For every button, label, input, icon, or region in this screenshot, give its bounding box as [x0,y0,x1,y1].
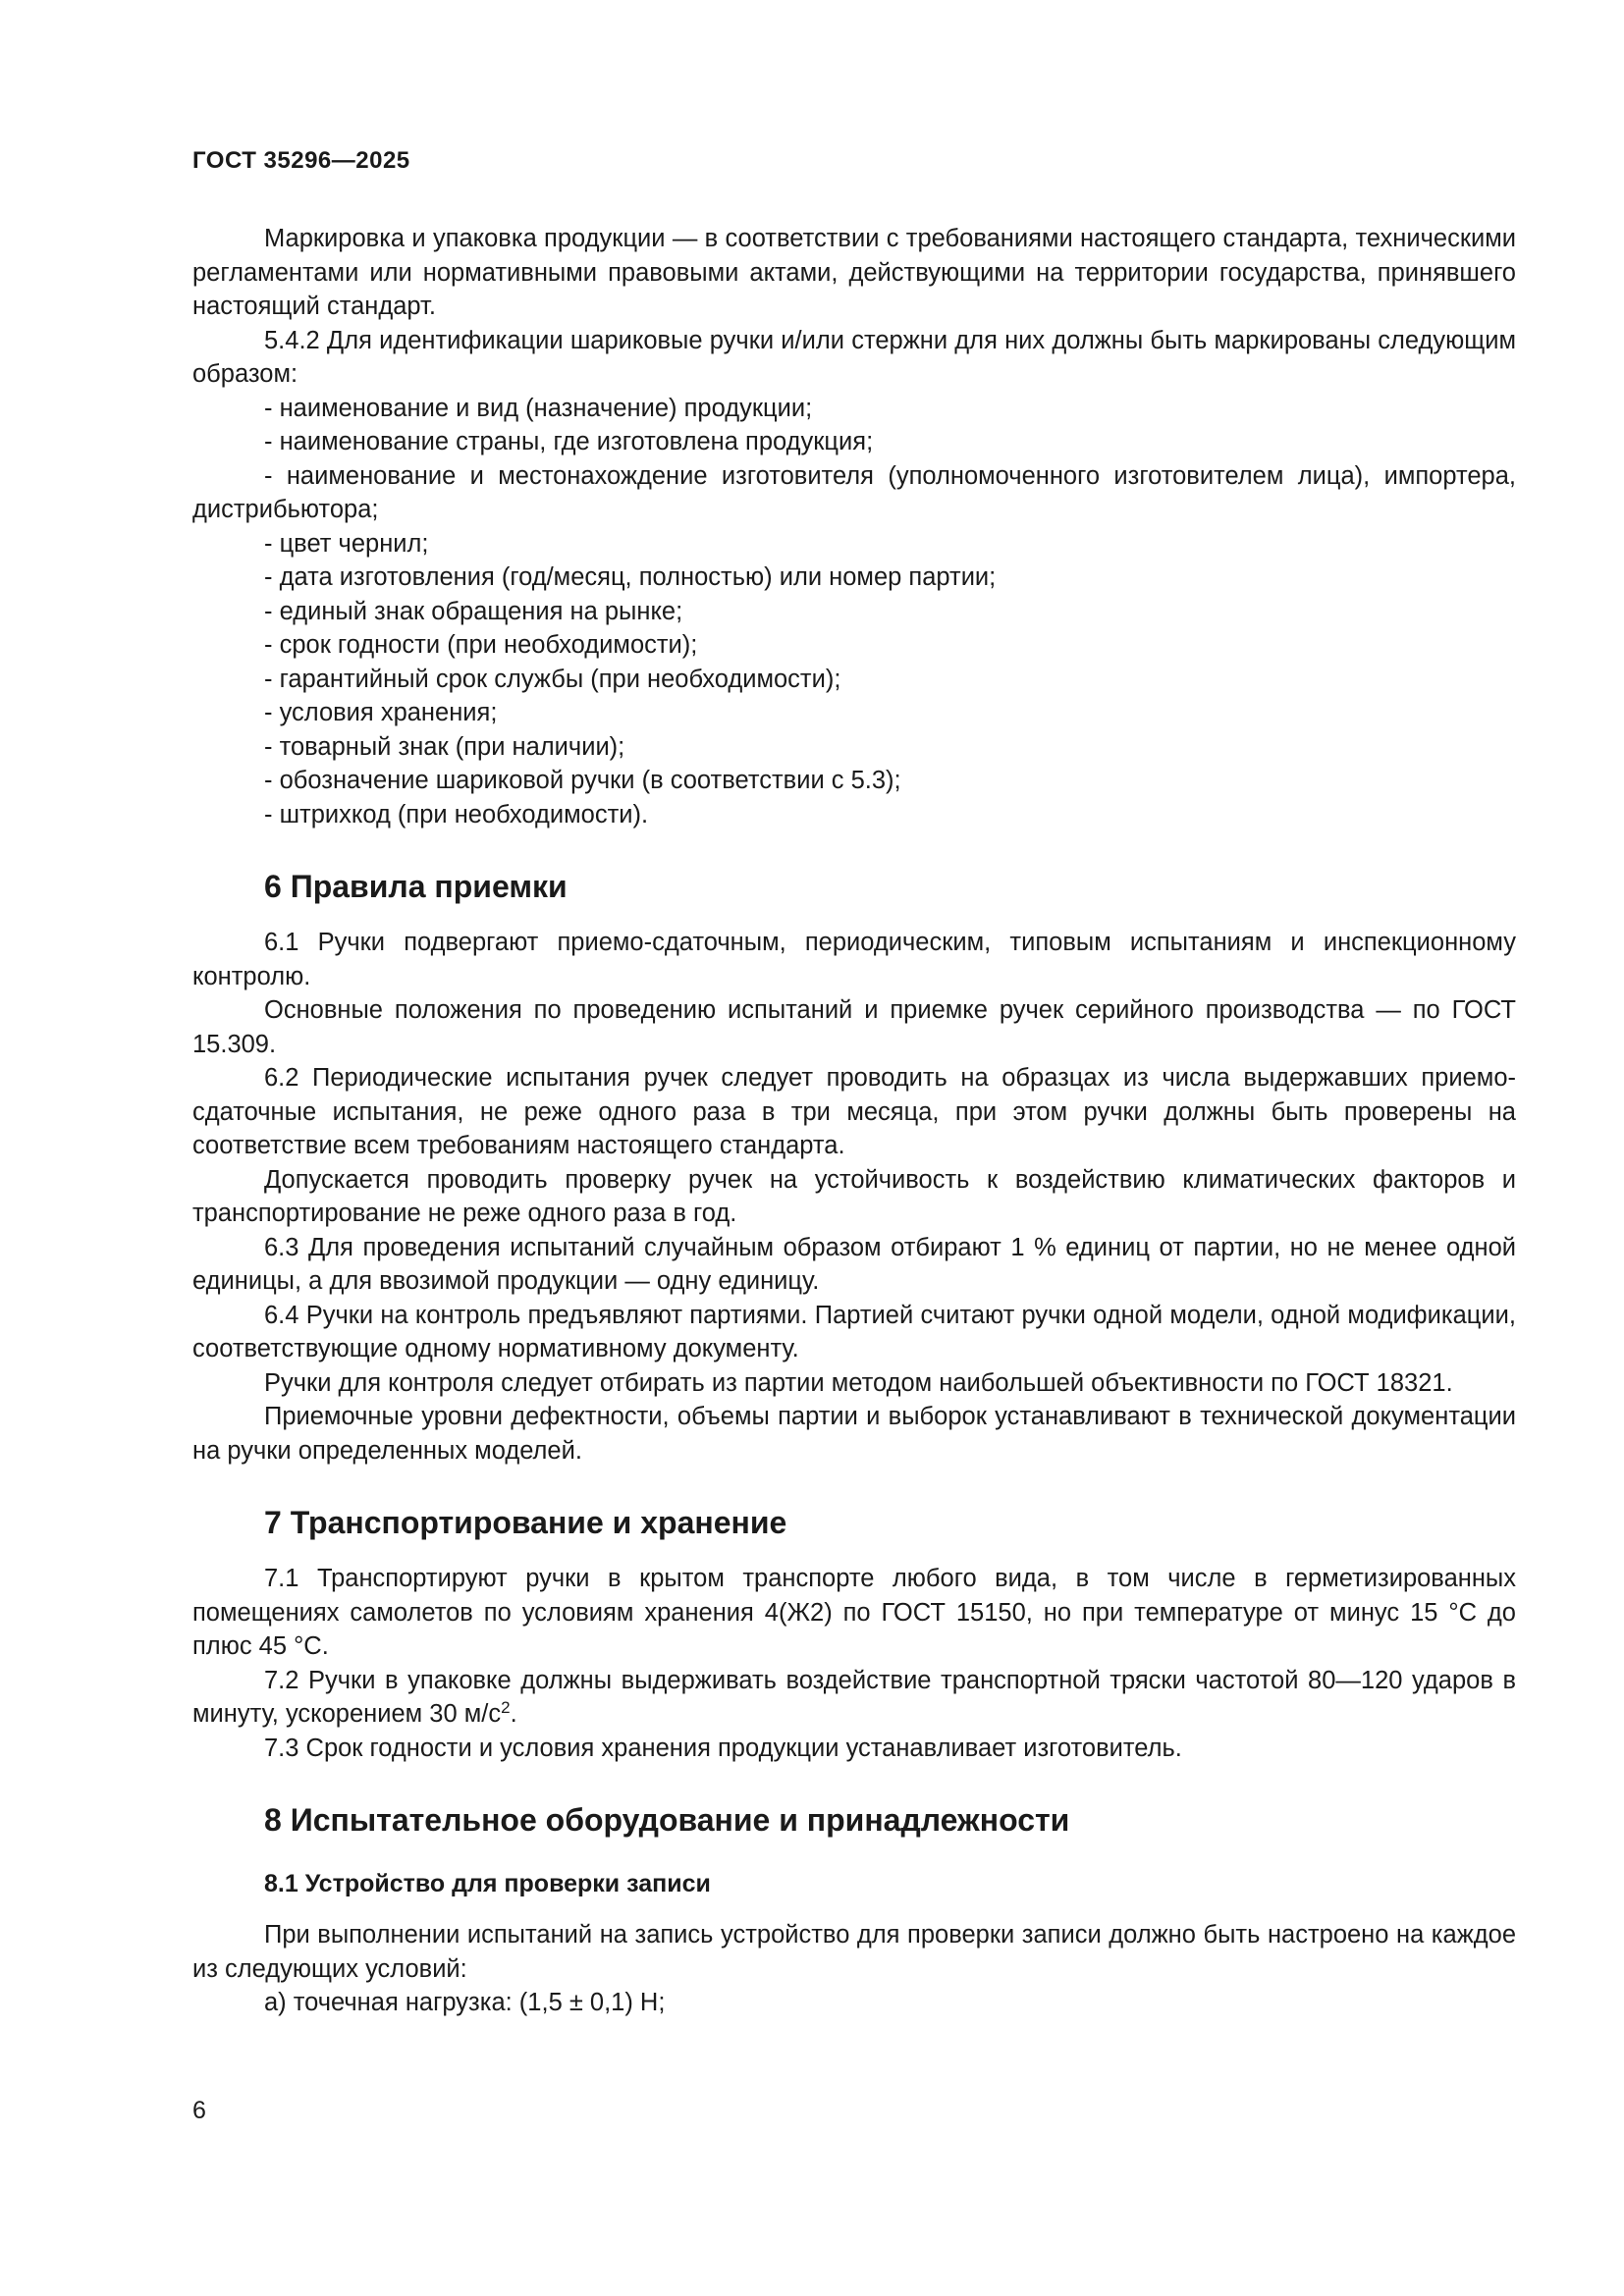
list-item: - гарантийный срок службы (при необходимости); [264,665,841,693]
list-item: - обозначение шариковой ручки (в соответствии с 5.3); [264,767,901,794]
paragraph-marking: Маркировка и упаковка продукции — в соответствии с требованиями настоящего стандарта, техническими регламентами или нормативными правовыми актами, действующими на территории государства, принявшего настоящий стандарт. [192,225,1516,320]
paragraph-5-4-2: 5.4.2 Для идентификации шариковые ручки и/или стержни для них должны быть маркированы следующим образом: [192,326,1516,388]
document-header: ГОСТ 35296—2025 [192,147,410,174]
subsection-heading-8-1: 8.1 Устройство для проверки записи [264,1870,711,1897]
paragraph-6-1-cont: Основные положения по проведению испытаний и приемке ручек серийного производства — по ГОСТ 15.309. [192,996,1516,1058]
paragraph-7-1: 7.1 Транспортируют ручки в крытом транспорте любого вида, в том числе в герметизированных помещениях самолетов по условиям хранения 4(Ж2) по ГОСТ 15150, но при температуре от минус 15 °С до плюс 45 °С. [192,1565,1516,1660]
section-heading-8: 8 Испытательное оборудование и принадлежности [264,1802,1070,1838]
paragraph-7-3: 7.3 Срок годности и условия хранения продукции устанавливает изготовитель. [264,1734,1182,1762]
paragraph-7-2-end: . [510,1700,517,1728]
paragraph-7-2-text: 7.2 Ручки в упаковке должны выдерживать воздействие транспортной тряски частотой 80—120 ударов в минуту, ускорением 30 м/с [192,1666,1516,1728]
list-item: - единый знак обращения на рынке; [264,597,683,625]
paragraph-6-2: 6.2 Периодические испытания ручек следует проводить на образцах из числа выдержавших приемо-сдаточные испытания, не реже одного раза в три месяца, при этом ручки должны быть проверены на соответствие всем требованиям настоящего стандарта. [192,1064,1516,1159]
section-heading-6: 6 Правила приемки [264,869,568,904]
paragraph-6-2-cont: Допускается проводить проверку ручек на устойчивость к воздействию климатических факторов и транспортирование не реже одного раза в год. [192,1165,1516,1227]
document-body [192,222,1516,2020]
list-item: - наименование и местонахождение изготовителя (уполномоченного изготовителем лица), импортера, дистрибьютора; [192,461,1516,523]
paragraph-6-4-cont2: Приемочные уровни дефектности, объемы партии и выборок устанавливают в технической документации на ручки определенных моделей. [192,1403,1516,1465]
paragraph-8-1: При выполнении испытаний на запись устройство для проверки записи должно быть настроено на каждое из следующих условий: [192,1921,1516,1983]
page-number: 6 [192,2097,206,2124]
paragraph-6-3: 6.3 Для проведения испытаний случайным образом отбирают 1 % единиц от партии, но не менее одной единицы, а для ввозимой продукции — одну единицу. [192,1233,1516,1295]
list-item: - цвет чернил; [264,529,429,558]
list-item: - товарный знак (при наличии); [264,732,625,761]
list-item: - наименование и вид (назначение) продукции; [264,394,813,422]
section-heading-7: 7 Транспортирование и хранение [264,1505,787,1540]
list-item: - срок годности (при необходимости); [264,631,698,659]
list-item: - условия хранения; [264,699,498,726]
list-item: - дата изготовления (год/месяц, полностью) или номер партии; [264,563,997,591]
paragraph-6-1: 6.1 Ручки подвергают приемо-сдаточным, периодическим, типовым испытаниям и инспекционному контролю. [192,929,1516,990]
paragraph-6-4-cont: Ручки для контроля следует отбирать из партии методом наибольшей объективности по ГОСТ 18321. [264,1368,1453,1397]
superscript: 2 [501,1698,511,1717]
paragraph-7-2 [192,1664,1516,1732]
paragraph-6-4: 6.4 Ручки на контроль предъявляют партиями. Партией считают ручки одной модели, одной модификации, соответствующие одному нормативному документу. [192,1301,1516,1362]
paragraph-8-1-a: а) точечная нагрузка: (1,5 ± 0,1) Н; [264,1989,666,2016]
list-item: - наименование страны, где изготовлена продукция; [264,428,874,455]
list-item: - штрихкод (при необходимости). [264,800,649,828]
